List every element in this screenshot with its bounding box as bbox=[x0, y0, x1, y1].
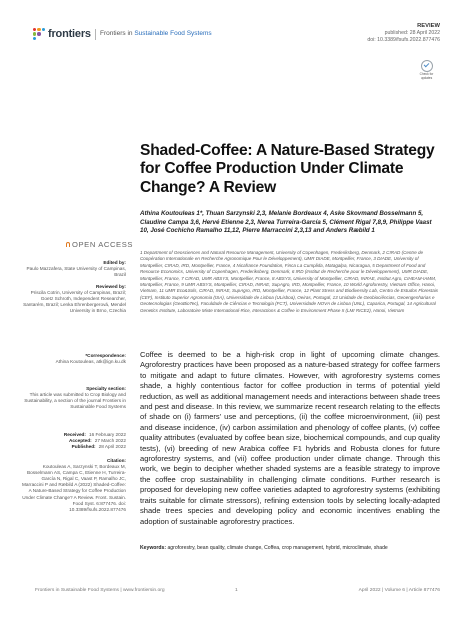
article-title: Shaded-Coffee: A Nature-Based Strategy for Coffee Production Under Climate Change? A Review bbox=[140, 142, 435, 196]
correspondence-label: *Correspondence: bbox=[85, 353, 126, 358]
open-access-icon bbox=[66, 242, 70, 247]
citation-text: Koutouleas A, Sarzynski T, Bordeaux M, Bosselmann AS, Campa C, Etienne H, Turreira-García N, Rigal C, Vaast P, Ramalho JC, Marraccini P and Ræbild A (2022) Shaded-Coffee: A Nature-Based Strategy for Coffee Production Under Climate Change? A Review. Front. Sustain. Food Syst. 6:877476. doi: 10.3389/fsufs.2022.877476 bbox=[21, 464, 126, 512]
reviewers: Priscila Cotrin, University of Campinas, Brazil; Goetz Schroth, Independent Researcher, Santarém, Brazil; Lenka Ehrenbergerová, Mendel University in Brno, Czechia bbox=[23, 290, 126, 314]
reviewed-by-section bbox=[20, 284, 126, 314]
affiliations: 1 Department of Geosciences and Natural Resource Management, University of Copenhagen, Frederiksberg, Denmark, 2 CIRAD (Centre de Coopération Internationale en Recherche Agronomique Pour le Développement), UMR DIADE, Montpellier, France, 3 DIADE, University of Montpellier, CIRAD, IRD, Montpellier, France, 4 Nicafrance Foundation, Finca La Cumplida, Matagalpa, Nicaragua, 5 Department of Food and Resource Economics, University of Copenhagen, Frederiksberg, Denmark, 6 IRD (Institut de Recherche pour le Développement), UMR DIADE, Montpellier, France, 7 CIRAD, UMR ABSYS, Montpellier, France, 8 ABSYS, University of Montpellier, CIRAD, INRAE, Institut Agro, CIHEAM-IAMM, Montpellier, France, 9 UMR ABSYS, Montpellier, CIRAD, INRAE, SupAgro, IRD, Montpellier, France, 10 World Agroforestry, Vietnam Office, Hanoi, Vietnam, 11 UMR Eco&Sols, CIRAD, INRAE, SupAgro, IRD, Montpellier, France, 12 Plant Stress and Biodiversity Lab, Centro de Estudos Florestais (CEF), Instituto Superior Agronomia (ISA), Universidade de Lisboa (ULisboa), Oeiras, Portugal, 13 Unidade de Geobiociências, Geoengenharias e Geotecnologias (GeoBioTec), Faculdade de Ciências e Tecnologia (FCT), Universidade NOVA de Lisboa (UNL), Caparica, Portugal, 14 Agricultural Genetics Institute, Laboratoire Mixte International-Rice, Interactions & Coffee in Environment Phase II (LMI RICE2), Hanoi, Vietnam bbox=[140, 250, 439, 313]
citation-label: Citation: bbox=[106, 458, 126, 463]
published-date: published: 28 April 2022 bbox=[384, 29, 440, 36]
footer-issue: April 2022 | Volume 6 | Article 877476 bbox=[358, 588, 440, 593]
published-date-side: 28 April 2022 bbox=[98, 444, 126, 450]
journal-prefix: Frontiers in bbox=[100, 29, 133, 37]
accepted-date: 27 March 2022 bbox=[94, 438, 126, 444]
frontiers-logo[interactable] bbox=[33, 28, 91, 40]
keywords-list: agroforestry, bean quality, climate change, Coffea, crop management, hybrid, microclimate, shade bbox=[167, 545, 388, 551]
correspondence-section bbox=[20, 353, 126, 365]
check-updates-label: Check for updates bbox=[419, 72, 434, 80]
doi[interactable]: doi: 10.3389/fsufs.2022.877476 bbox=[367, 36, 440, 43]
page-number: 1 bbox=[235, 588, 238, 593]
article-type: REVIEW bbox=[417, 23, 440, 29]
specialty-label: Specialty section: bbox=[86, 386, 126, 391]
check-for-updates-button[interactable] bbox=[418, 60, 435, 80]
article-meta bbox=[367, 23, 440, 43]
header-divider bbox=[95, 29, 96, 40]
specialty-section bbox=[20, 386, 126, 410]
reviewed-by-label: Reviewed by: bbox=[96, 284, 126, 289]
keywords-label: Keywords: bbox=[140, 545, 167, 551]
abstract: Coffee is deemed to be a high-risk crop in light of upcoming climate changes. Agroforestry practices have been proposed as a nature-based strategy for coffee farmers to mitigate and adapt to future climates. However, with agroforestry systems comes shade, a highly contentious factor for coffee production in terms of potential yield reduction, as well as additional management needs and interactions between shade trees and pest and disease. In this review, we summarize recent research relating to the effects of shade on (i) farmers' use and perceptions, (ii) the coffee microenvironment, (iii) pest and disease incidence, (iv) carbon assimilation and phenology of coffee plants, (v) coffee quality attributes (evaluated by coffee bean size, biochemical compounds, and cup quality tests), (vi) breeding of new Arabica coffee F1 hybrids and Robusta clones for future agroforestry systems, and (vii) coffee production under climate change. Through this work, we begin to decipher whether shaded systems are a feasible strategy to improve the coffee crop sustainability in challenging climate conditions. Further research is proposed for developing new coffee varieties adapted to agroforestry systems (exhibiting traits suitable for climate stressors), refining extension tools by selecting locally-adapted shade trees species and developing policy and economic incentives enabling the adoption of sustainable agroforestry practices. bbox=[140, 350, 440, 526]
footer-journal[interactable]: Frontiers in Sustainable Food Systems | www.frontiersin.org bbox=[35, 588, 165, 593]
published-label: Published: bbox=[71, 444, 96, 450]
citation-section bbox=[20, 458, 126, 513]
received-date: 16 February 2022 bbox=[88, 432, 126, 437]
check-updates-icon bbox=[421, 60, 433, 72]
edited-by-label: Edited by: bbox=[103, 260, 126, 265]
specialty-text: This article was submitted to Crop Biology and Sustainability, a section of the journal Frontiers in Sustainable Food Systems bbox=[24, 392, 126, 410]
page-header bbox=[0, 0, 474, 80]
open-access-text: OPEN ACCESS bbox=[72, 240, 134, 249]
dates-section bbox=[20, 432, 126, 450]
correspondence[interactable]: Athina Koutouleas, atk@ign.ku.dk bbox=[55, 359, 126, 365]
logo-text: frontiers bbox=[48, 28, 91, 40]
journal-title: Sustainable Food Systems bbox=[134, 29, 212, 37]
received-label: Received: bbox=[63, 432, 86, 437]
open-access-label bbox=[66, 240, 133, 249]
keywords bbox=[140, 545, 440, 552]
editor: Paulo Mazzafera, State University of Campinas, Brazil bbox=[26, 266, 126, 278]
accepted-label: Accepted: bbox=[69, 438, 92, 444]
author-list[interactable]: Athina Koutouleas 1*, Thuan Sarzynski 2,3, Melanie Bordeaux 4, Aske Skovmand Bosselmann 5, Claudine Campa 3,6, Hervé Etienne 2,3, Nerea Turreira-García 5, Clément Rigal 7,8,9, Philippe Vaast 10, José Cochicho Ramalho 11,12, Pierre Marraccini 2,3,13 and Anders Ræbild 1 bbox=[140, 210, 432, 234]
journal-name[interactable] bbox=[100, 30, 212, 37]
edited-by-section bbox=[20, 260, 126, 278]
frontiers-logo-icon bbox=[33, 28, 45, 40]
